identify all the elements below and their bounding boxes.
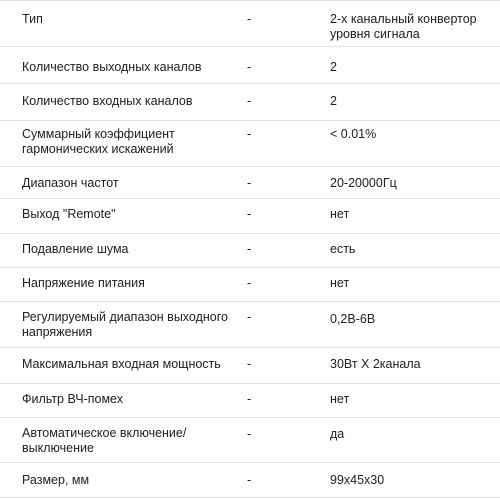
spec-name: Выход "Remote" — [22, 207, 116, 221]
spec-row-max-input-power — [0, 348, 500, 384]
spec-row-supply-voltage — [0, 268, 500, 302]
spec-separator: - — [247, 94, 252, 108]
spec-separator: - — [247, 60, 252, 74]
spec-value: 2-х канальный конвертор уровня сигнала — [330, 12, 477, 41]
spec-separator: - — [247, 176, 252, 190]
spec-row-remote-output — [0, 199, 500, 234]
spec-row-auto-on-off — [0, 418, 500, 463]
spec-row-rf-filter — [0, 384, 500, 418]
spec-name: Напряжение питания — [22, 276, 145, 290]
spec-separator: - — [247, 207, 252, 221]
spec-name: Автоматическое включение/выключение — [22, 426, 187, 455]
spec-separator: - — [247, 12, 252, 26]
spec-name: Размер, мм — [22, 473, 90, 487]
spec-row-input-channels — [0, 84, 500, 121]
spec-value: есть — [330, 242, 356, 256]
spec-separator: - — [247, 276, 252, 290]
spec-row-thd — [0, 121, 500, 167]
spec-separator: - — [247, 242, 252, 256]
spec-name: Количество выходных каналов — [22, 60, 202, 74]
spec-name: Диапазон частот — [22, 176, 119, 190]
spec-row-output-voltage-range — [0, 302, 500, 348]
spec-name: Фильтр ВЧ-помех — [22, 392, 123, 406]
spec-value: 20-20000Гц — [330, 176, 397, 190]
spec-value: 2 — [330, 60, 337, 74]
spec-name: Подавление шума — [22, 242, 129, 256]
spec-value: < 0.01% — [330, 127, 377, 141]
spec-row-type — [0, 0, 500, 47]
spec-name: Количество входных каналов — [22, 94, 193, 108]
spec-separator: - — [247, 473, 252, 487]
spec-separator: - — [247, 427, 252, 441]
spec-value: 2 — [330, 94, 337, 108]
spec-value: нет — [330, 207, 350, 221]
spec-row-size — [0, 463, 500, 498]
spec-value: 0,2В-6В — [330, 312, 376, 326]
spec-name: Максимальная входная мощность — [22, 357, 221, 371]
spec-name: Суммарный коэффициент гармонических искажений — [22, 127, 175, 156]
spec-name: Тип — [22, 12, 43, 26]
spec-separator: - — [247, 357, 252, 371]
spec-separator: - — [247, 127, 252, 141]
spec-row-output-channels — [0, 46, 500, 84]
spec-value: 30Вт X 2канала — [330, 357, 421, 371]
spec-value: да — [330, 427, 345, 441]
spec-value: 99x45x30 — [330, 473, 385, 487]
spec-separator: - — [247, 392, 252, 406]
spec-row-frequency-range — [0, 167, 500, 199]
spec-row-noise-suppression — [0, 234, 500, 268]
spec-value: нет — [330, 392, 350, 406]
spec-separator: - — [247, 310, 252, 324]
spec-name: Регулируемый диапазон выходного напряжения — [22, 310, 228, 339]
spec-value: нет — [330, 276, 350, 290]
